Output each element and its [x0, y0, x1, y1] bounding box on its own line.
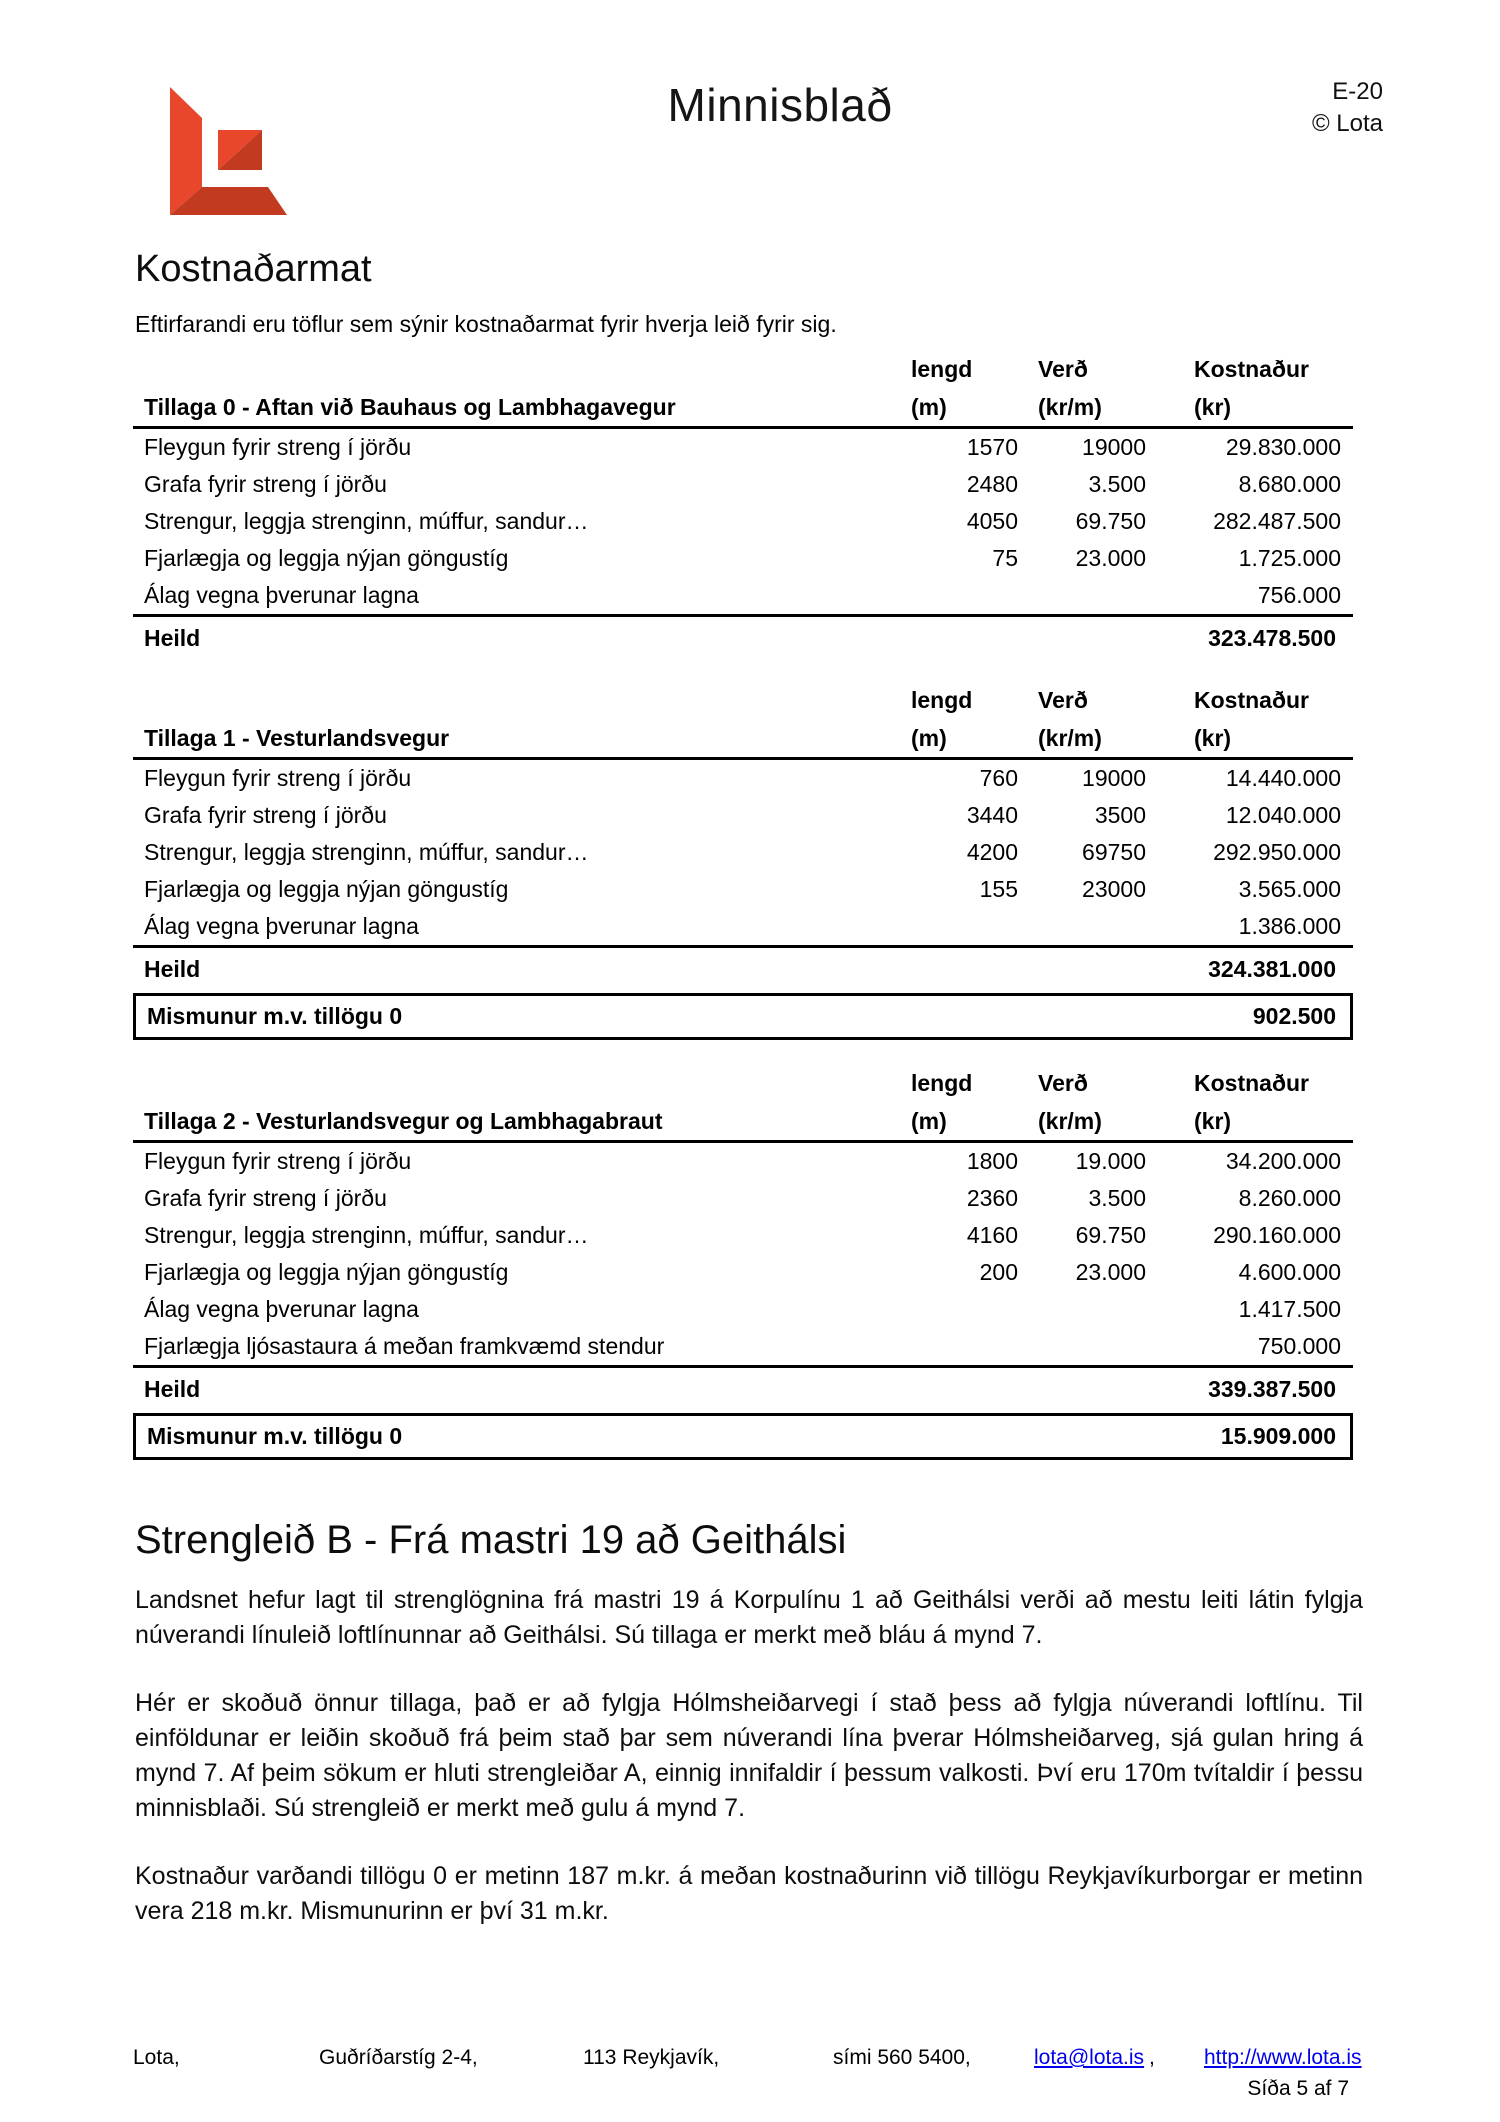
col-header-kostnadur: Kostnaður — [1194, 1070, 1309, 1096]
table-row — [133, 1180, 1353, 1217]
page-number: Síða 5 af 7 — [1247, 2077, 1349, 2100]
col-header-lengd: lengd — [911, 1070, 973, 1096]
row-lengd: 2480 — [966, 471, 1018, 497]
row-label: Grafa fyrir streng í jörðu — [144, 802, 387, 828]
row-lengd: 1570 — [966, 434, 1018, 460]
row-lengd — [903, 1360, 1018, 1365]
table-total-row — [133, 1365, 1353, 1408]
paragraph-1: Landsnet hefur lagt til strenglögnina frá mastri 19 á Korpulínu 1 að Geithálsi verði að mestu leiti látin fylgja núverandi línuleið loftlínunnar að Geithálsi. Sú tillaga er merkt með bláu á mynd 7. — [135, 1586, 1363, 1649]
table-header — [133, 352, 1353, 429]
table-row — [133, 834, 1353, 871]
total-value: 339.387.500 — [1208, 1376, 1336, 1402]
row-lengd: 3440 — [966, 802, 1018, 828]
intro-text: Eftirfarandi eru töflur sem sýnir kostnaðarmat fyrir hverja leið fyrir sig. — [135, 311, 837, 337]
row-label: Fjarlægja og leggja nýjan göngustíg — [144, 876, 509, 902]
row-lengd: 2360 — [966, 1185, 1018, 1211]
total-value: 324.381.000 — [1208, 956, 1336, 982]
row-verd: 69.750 — [1075, 508, 1146, 534]
footer-city: 113 Reykjavík, — [583, 2046, 720, 2069]
row-verd: 3.500 — [1088, 471, 1146, 497]
doc-code: E-20 — [1332, 78, 1383, 105]
col-unit-kr: (kr) — [1194, 725, 1232, 751]
diff-label: Mismunur m.v. tillögu 0 — [147, 1423, 403, 1449]
table-header — [133, 1066, 1353, 1143]
col-unit-krm: (kr/m) — [1038, 725, 1102, 751]
row-kostnadur: 8.260.000 — [1238, 1185, 1341, 1211]
row-kostnadur: 34.200.000 — [1225, 1148, 1341, 1174]
row-verd — [1018, 1323, 1146, 1328]
total-label: Heild — [144, 1376, 201, 1402]
row-kostnadur: 1.386.000 — [1238, 913, 1341, 939]
row-label: Strengur, leggja strenginn, múffur, sandur… — [144, 508, 589, 534]
row-verd: 3.500 — [1088, 1185, 1146, 1211]
col-header-kostnadur: Kostnaður — [1194, 356, 1309, 382]
row-label: Álag vegna þverunar lagna — [144, 1296, 419, 1322]
col-unit-m: (m) — [911, 1108, 947, 1134]
row-verd: 19000 — [1082, 765, 1146, 791]
row-lengd: 4200 — [966, 839, 1018, 865]
row-label: Grafa fyrir streng í jörðu — [144, 1185, 387, 1211]
table-row — [133, 871, 1353, 908]
table-title: Tillaga 2 - Vesturlandsvegur og Lambhagabraut — [144, 1108, 663, 1134]
row-kostnadur: 1.417.500 — [1238, 1296, 1341, 1322]
cost-table-tillaga-1 — [133, 683, 1353, 1040]
row-verd — [1018, 940, 1146, 945]
row-lengd: 4160 — [966, 1222, 1018, 1248]
total-value: 323.478.500 — [1208, 625, 1336, 651]
row-verd: 69750 — [1082, 839, 1146, 865]
col-header-kostnadur: Kostnaður — [1194, 687, 1309, 713]
row-label: Álag vegna þverunar lagna — [144, 913, 419, 939]
footer-address: Guðríðarstíg 2-4, — [319, 2046, 478, 2069]
row-kostnadur: 29.830.000 — [1225, 434, 1341, 460]
row-verd: 19000 — [1082, 434, 1146, 460]
row-verd: 3500 — [1094, 802, 1146, 828]
row-lengd: 155 — [979, 876, 1018, 902]
row-kostnadur: 4.600.000 — [1238, 1259, 1341, 1285]
col-header-verd: Verð — [1038, 356, 1088, 382]
table-row — [133, 1328, 1353, 1365]
row-verd: 69.750 — [1075, 1222, 1146, 1248]
col-header-lengd: lengd — [911, 687, 973, 713]
document-title: Minnisblað — [667, 79, 893, 131]
row-verd: 19.000 — [1075, 1148, 1146, 1174]
email-link[interactable]: lota@lota.is — [1034, 2046, 1145, 2069]
row-label: Fleygun fyrir streng í jörðu — [144, 434, 412, 460]
row-label: Grafa fyrir streng í jörðu — [144, 471, 387, 497]
row-lengd: 1800 — [966, 1148, 1018, 1174]
email-comma: , — [1149, 2046, 1155, 2069]
row-kostnadur: 8.680.000 — [1238, 471, 1341, 497]
document-meta — [1312, 76, 1383, 140]
table-row — [133, 429, 1353, 466]
row-kostnadur: 14.440.000 — [1225, 765, 1341, 791]
heading-strengleid-b: Strengleið B - Frá mastri 19 að Geithálsi — [135, 1518, 847, 1562]
website-link[interactable]: http://www.lota.is — [1204, 2046, 1362, 2069]
paragraph-2: Hér er skoðuð önnur tillaga, það er að fylgja Hólmsheiðarvegi í stað þess að fylgja núverandi loftlínu. Til einföldunar er leiðin skoðuð frá þeim stað þar sem núverandi lína þverar Hólmsheiðarveg, sjá gulan hring á mynd 7. Af þeim sökum er hluti strengleiðar A, einnig innifaldir í þessum valkosti. Því eru 170m tvítaldir í þessu minnisblaði. Sú strengleið er merkt með gulu á mynd 7. — [135, 1689, 1363, 1822]
row-verd: 23000 — [1082, 876, 1146, 902]
col-unit-krm: (kr/m) — [1038, 1108, 1102, 1134]
row-verd — [1018, 1360, 1146, 1365]
row-lengd: 760 — [979, 765, 1018, 791]
table-row — [133, 1291, 1353, 1328]
row-kostnadur: 756.000 — [1257, 582, 1341, 608]
total-label: Heild — [144, 956, 201, 982]
table-diff-row — [133, 1413, 1353, 1460]
table-row — [133, 540, 1353, 577]
row-verd — [1018, 609, 1146, 614]
col-unit-m: (m) — [911, 394, 947, 420]
table-row — [133, 1217, 1353, 1254]
row-kostnadur: 3.565.000 — [1238, 876, 1341, 902]
row-lengd — [903, 940, 1018, 945]
row-label: Strengur, leggja strenginn, múffur, sandur… — [144, 839, 589, 865]
row-kostnadur: 750.000 — [1257, 1333, 1341, 1359]
col-header-verd: Verð — [1038, 687, 1088, 713]
row-kostnadur: 1.725.000 — [1238, 545, 1341, 571]
row-lengd — [903, 609, 1018, 614]
row-kostnadur: 292.950.000 — [1213, 839, 1341, 865]
table-row — [133, 760, 1353, 797]
footer-company: Lota, — [133, 2046, 180, 2069]
row-verd: 23.000 — [1075, 545, 1146, 571]
table-title: Tillaga 1 - Vesturlandsvegur — [144, 725, 450, 751]
table-row — [133, 577, 1353, 614]
row-label: Fleygun fyrir streng í jörðu — [144, 765, 412, 791]
cost-table-tillaga-0 — [133, 352, 1353, 657]
table-row — [133, 1254, 1353, 1291]
table-row — [133, 797, 1353, 834]
page-content — [133, 248, 1365, 1962]
row-verd: 23.000 — [1075, 1259, 1146, 1285]
row-label: Fjarlægja og leggja nýjan göngustíg — [144, 1259, 509, 1285]
table-row — [133, 466, 1353, 503]
row-label: Fleygun fyrir streng í jörðu — [144, 1148, 412, 1174]
table-title: Tillaga 0 - Aftan við Bauhaus og Lambhagavegur — [144, 394, 676, 420]
col-unit-kr: (kr) — [1194, 394, 1232, 420]
row-kostnadur: 282.487.500 — [1213, 508, 1341, 534]
col-header-verd: Verð — [1038, 1070, 1088, 1096]
diff-value: 15.909.000 — [1220, 1423, 1336, 1449]
table-row — [133, 1143, 1353, 1180]
row-label: Fjarlægja ljósastaura á meðan framkvæmd stendur — [144, 1333, 665, 1359]
paragraph-3: Kostnaður varðandi tillögu 0 er metinn 187 m.kr. á meðan kostnaðurinn við tillögu Reykjavíkurborgar er metinn vera 218 m.kr. Mismunurinn er því 31 m.kr. — [135, 1862, 1363, 1925]
col-unit-krm: (kr/m) — [1038, 394, 1102, 420]
col-header-lengd: lengd — [911, 356, 973, 382]
table-header — [133, 683, 1353, 760]
total-label: Heild — [144, 625, 201, 651]
table-total-row — [133, 945, 1353, 988]
copyright-label: © Lota — [1311, 110, 1383, 137]
table-row — [133, 503, 1353, 540]
row-kostnadur: 12.040.000 — [1225, 802, 1341, 828]
table-diff-row — [133, 993, 1353, 1040]
diff-label: Mismunur m.v. tillögu 0 — [147, 1003, 403, 1029]
row-label: Strengur, leggja strenginn, múffur, sandur… — [144, 1222, 589, 1248]
row-lengd — [903, 1323, 1018, 1328]
footer-phone: sími 560 5400, — [833, 2046, 971, 2069]
col-unit-m: (m) — [911, 725, 947, 751]
cost-table-tillaga-2 — [133, 1066, 1353, 1460]
row-lengd: 75 — [992, 545, 1018, 571]
col-unit-kr: (kr) — [1194, 1108, 1232, 1134]
diff-value: 902.500 — [1252, 1003, 1336, 1029]
table-total-row — [133, 614, 1353, 657]
table-row — [133, 908, 1353, 945]
row-label: Álag vegna þverunar lagna — [144, 582, 419, 608]
row-label: Fjarlægja og leggja nýjan göngustíg — [144, 545, 509, 571]
page-footer — [133, 2046, 1365, 2101]
row-lengd: 200 — [979, 1259, 1018, 1285]
row-kostnadur: 290.160.000 — [1213, 1222, 1341, 1248]
heading-kostnadarmat: Kostnaðarmat — [135, 248, 372, 290]
row-lengd: 4050 — [966, 508, 1018, 534]
